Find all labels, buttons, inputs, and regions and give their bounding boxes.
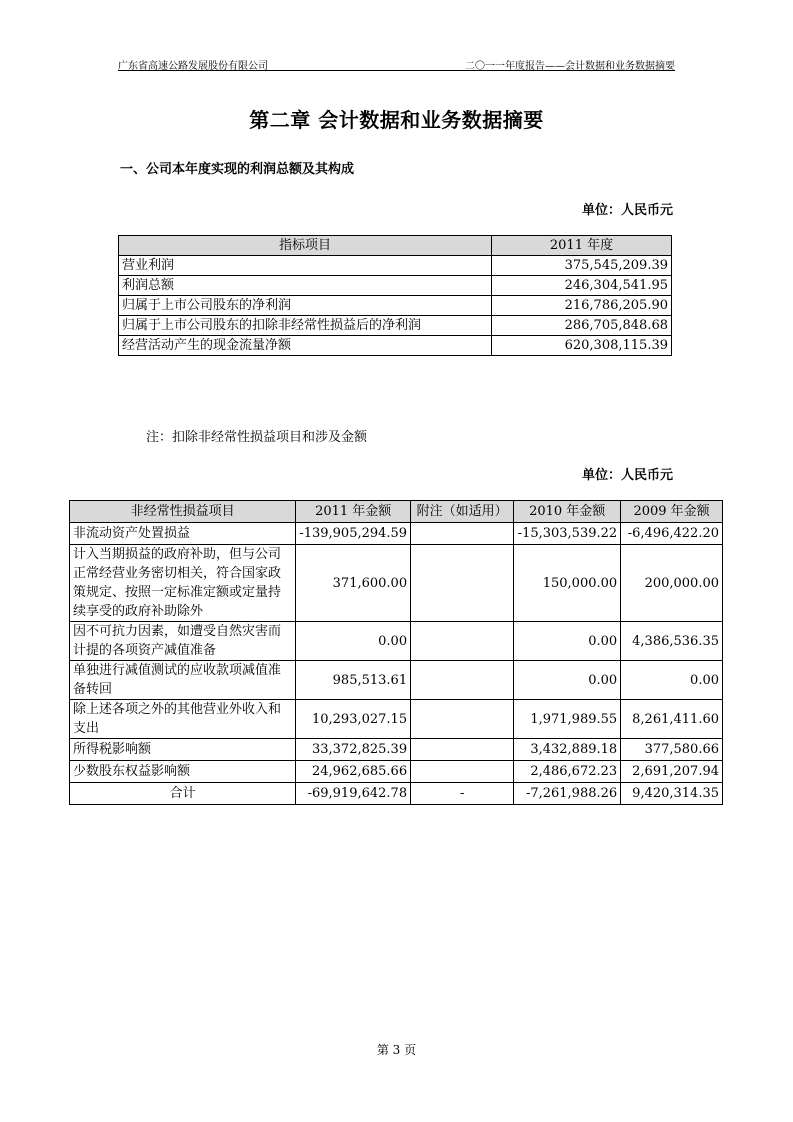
table-row — [119, 296, 672, 316]
row-item: 非流动资产处置损益 — [70, 523, 296, 545]
table-row — [70, 700, 723, 739]
table-row — [119, 316, 672, 336]
row-item: 除上述各项之外的其他营业外收入和支出 — [70, 700, 296, 739]
row-item: 经营活动产生的现金流量净额 — [119, 336, 492, 356]
page-number: 第 3 页 — [376, 1043, 417, 1057]
row-note — [411, 622, 514, 661]
row-item: 因不可抗力因素，如遭受自然灾害而计提的各项资产减值准备 — [70, 622, 296, 661]
section-title: 一、公司本年度实现的利润总额及其构成 — [120, 162, 355, 177]
table-row — [70, 739, 723, 761]
table-row — [70, 622, 723, 661]
table-row — [119, 276, 672, 296]
table-row — [70, 545, 723, 622]
total-row — [70, 783, 723, 805]
row-2010: 1,971,989.55 — [514, 700, 621, 739]
row-2011: -139,905,294.59 — [296, 523, 411, 545]
header-year: 2011 年度 — [492, 236, 672, 256]
row-value: 216,786,205.90 — [492, 296, 672, 316]
row-item: 归属于上市公司股东的净利润 — [119, 296, 492, 316]
nonrecurring-table — [69, 500, 723, 805]
row-2010: 3,432,889.18 — [514, 739, 621, 761]
row-item: 所得税影响额 — [70, 739, 296, 761]
table-row — [119, 336, 672, 356]
chapter-title: 第二章 会计数据和业务数据摘要 — [249, 108, 544, 132]
row-2010: 0.00 — [514, 622, 621, 661]
header-divider — [118, 70, 675, 71]
table-row — [119, 256, 672, 276]
row-2009: 8,261,411.60 — [621, 700, 723, 739]
row-2011: 0.00 — [296, 622, 411, 661]
row-2011: 33,372,825.39 — [296, 739, 411, 761]
row-item: 计入当期损益的政府补助，但与公司正常经营业务密切相关，符合国家政策规定、按照一定标准定额或定量持续享受的政府补助除外 — [70, 545, 296, 622]
table-row — [70, 661, 723, 700]
profit-table-header — [119, 236, 672, 256]
row-2010: -15,303,539.22 — [514, 523, 621, 545]
row-2009: 200,000.00 — [621, 545, 723, 622]
row-2009: 377,580.66 — [621, 739, 723, 761]
row-value: 375,545,209.39 — [492, 256, 672, 276]
header-item: 指标项目 — [119, 236, 492, 256]
row-item: 单独进行减值测试的应收款项减值准备转回 — [70, 661, 296, 700]
row-2010: 150,000.00 — [514, 545, 621, 622]
row-value: 286,705,848.68 — [492, 316, 672, 336]
row-item: 营业利润 — [119, 256, 492, 276]
row-item: 少数股东权益影响额 — [70, 761, 296, 783]
profit-table — [118, 235, 672, 356]
row-note — [411, 545, 514, 622]
header-item: 非经常性损益项目 — [70, 501, 296, 523]
total-note: - — [411, 783, 514, 805]
header-2010: 2010 年金额 — [514, 501, 621, 523]
total-label: 合计 — [70, 783, 296, 805]
row-2009: -6,496,422.20 — [621, 523, 723, 545]
row-2011: 985,513.61 — [296, 661, 411, 700]
header-note: 附注（如适用） — [411, 501, 514, 523]
row-note — [411, 700, 514, 739]
row-item: 利润总额 — [119, 276, 492, 296]
row-2011: 24,962,685.66 — [296, 761, 411, 783]
row-2010: 2,486,672.23 — [514, 761, 621, 783]
row-2011: 371,600.00 — [296, 545, 411, 622]
unit-label-nonrecurring: 单位：人民币元 — [581, 468, 673, 483]
nonrecurring-table-header — [70, 501, 723, 523]
table-row — [70, 761, 723, 783]
row-note — [411, 523, 514, 545]
header-2009: 2009 年金额 — [621, 501, 723, 523]
total-2011: -69,919,642.78 — [296, 783, 411, 805]
row-value: 620,308,115.39 — [492, 336, 672, 356]
row-2010: 0.00 — [514, 661, 621, 700]
row-item: 归属于上市公司股东的扣除非经常性损益后的净利润 — [119, 316, 492, 336]
unit-label-profit: 单位：人民币元 — [581, 203, 673, 218]
note-text: 注：扣除非经常性损益项目和涉及金额 — [146, 430, 368, 445]
row-note — [411, 761, 514, 783]
row-note — [411, 739, 514, 761]
row-2009: 4,386,536.35 — [621, 622, 723, 661]
row-2009: 0.00 — [621, 661, 723, 700]
total-2010: -7,261,988.26 — [514, 783, 621, 805]
table-row — [70, 523, 723, 545]
header-report-title: 二〇一一年度报告——会计数据和业务数据摘要 — [465, 61, 675, 72]
total-2009: 9,420,314.35 — [621, 783, 723, 805]
header-2011: 2011 年金额 — [296, 501, 411, 523]
row-note — [411, 661, 514, 700]
row-2011: 10,293,027.15 — [296, 700, 411, 739]
row-value: 246,304,541.95 — [492, 276, 672, 296]
row-2009: 2,691,207.94 — [621, 761, 723, 783]
header-company: 广东省高速公路发展股份有限公司 — [118, 61, 268, 72]
